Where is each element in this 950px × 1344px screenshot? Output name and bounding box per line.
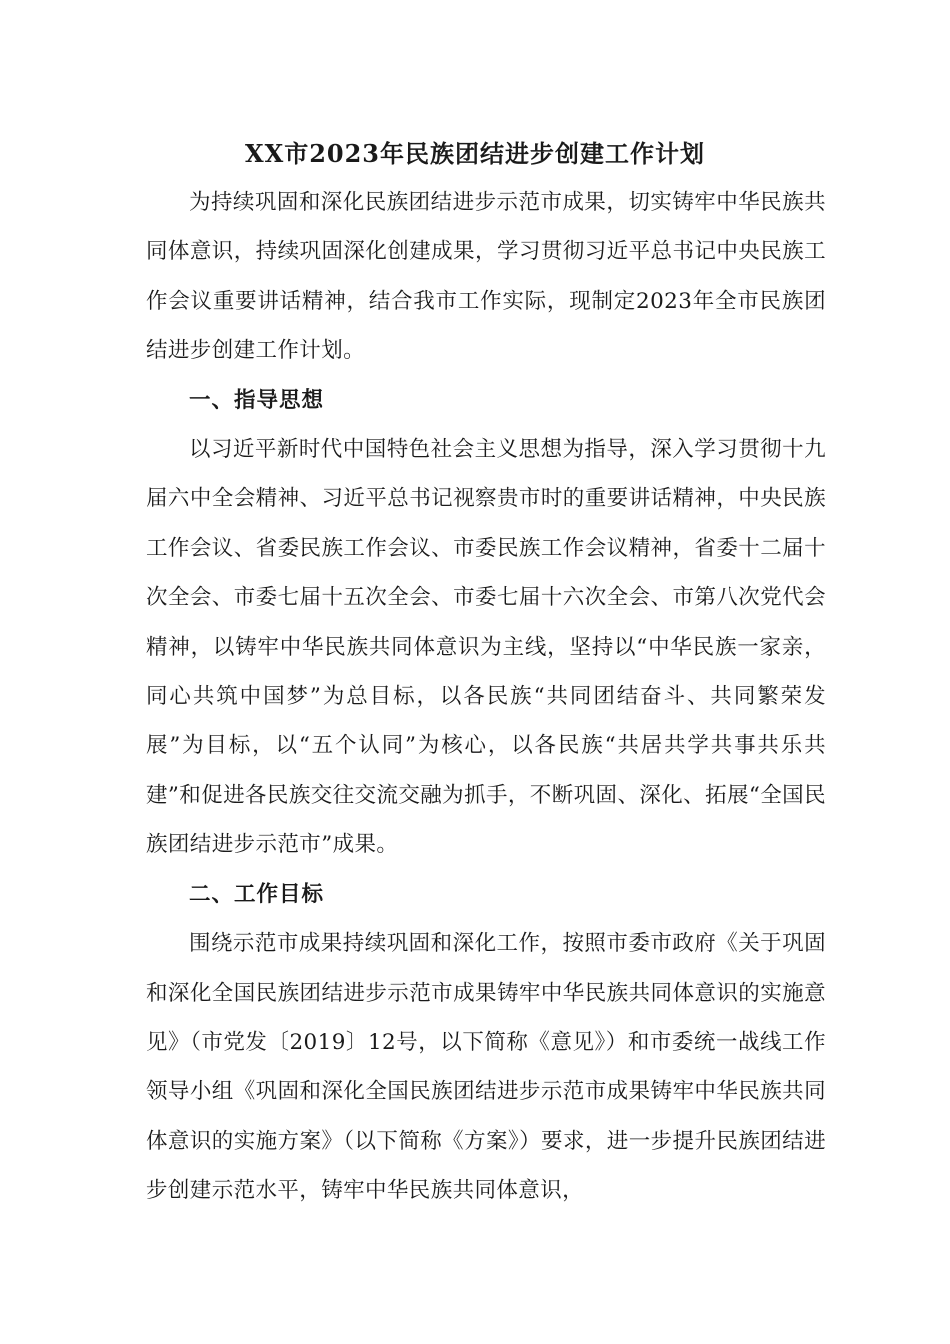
guiding-ideology-paragraph: 以习近平新时代中国特色社会主义思想为指导，深入学习贯彻十九届六中全会精神、习近平总书记视察贵市时的重要讲话精神，中央民族工作会议、省委民族工作会议、市委民族工作会议精神，省委十二届十次全会、市委七届十五次全会、市委七届十六次全会、市第八次党代会精神，以铸牢中华民族共同体意识为主线，坚持以“中华民族一家亲，同心共筑中国梦”为总目标，以各民族“共同团结奋斗、共同繁荣发展”为目标，以“五个认同”为核心，以各民族“共居共学共事共乐共建”和促进各民族交往交流交融为抓手，不断巩固、深化、拓展“全国民族团结进步示范市”成果。 xyxy=(146,437,826,858)
section-heading-guiding-ideology: 一、指导思想 xyxy=(189,387,325,413)
intro-paragraph: 为持续巩固和深化民族团结进步示范市成果，切实铸牢中华民族共同体意识，持续巩固深化创建成果，学习贯彻习近平总书记中央民族工作会议重要讲话精神，结合我市工作实际，现制定2023年全市民族团结进步创建工作计划。 xyxy=(146,190,826,364)
document-body xyxy=(146,178,826,1216)
document-title: XX市2023年民族团结进步创建工作计划 xyxy=(244,139,706,168)
section-heading-work-goals: 二、工作目标 xyxy=(189,881,325,907)
work-goals-paragraph: 围绕示范市成果持续巩固和深化工作，按照市委市政府《关于巩固和深化全国民族团结进步示范市成果铸牢中华民族共同体意识的实施意见》（市党发〔2019〕12号，以下简称《意见》）和市委统一战线工作领导小组《巩固和深化全国民族团结进步示范市成果铸牢中华民族共同体意识的实施方案》（以下简称《方案》）要求，进一步提升民族团结进步创建示范水平，铸牢中华民族共同体意识， xyxy=(146,931,826,1204)
